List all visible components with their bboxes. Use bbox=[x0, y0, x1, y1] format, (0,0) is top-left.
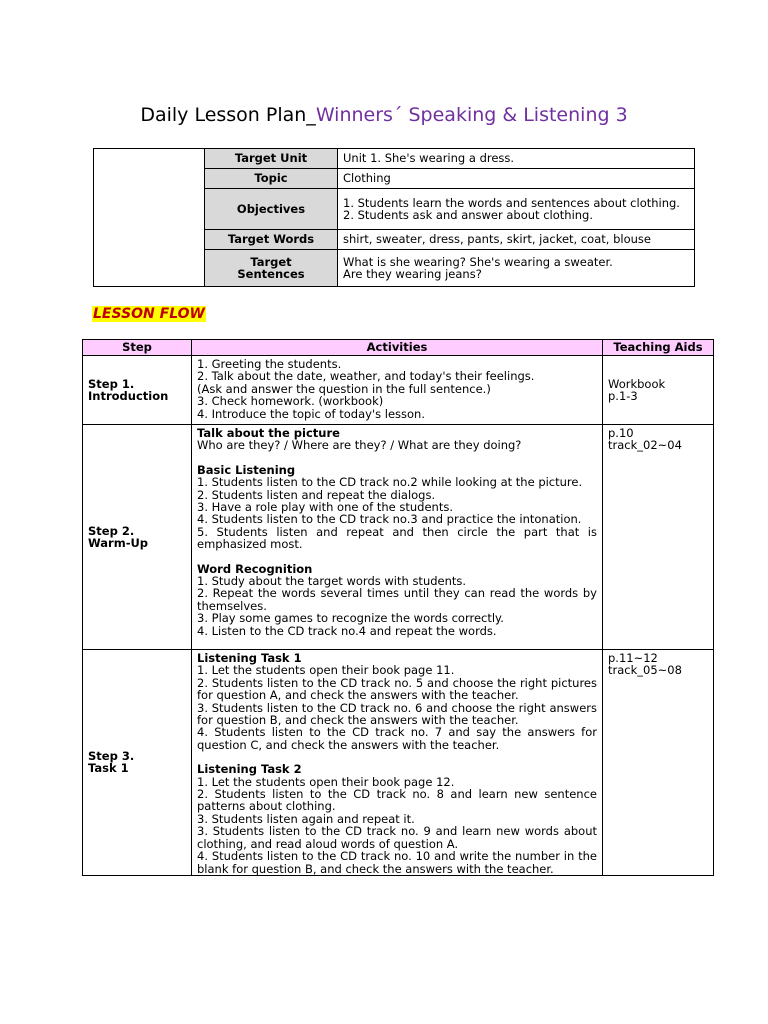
target-sentences-label-line: Target bbox=[250, 254, 292, 269]
target-unit-label: Target Unit bbox=[205, 149, 338, 169]
activity-line: 4. Students listen to the CD track no. 10 and write the number in the blank for question B, and check the answers with the teacher. bbox=[197, 849, 597, 876]
target-sentences-value bbox=[338, 250, 695, 287]
activity-line: 3. Check homework. (workbook) bbox=[197, 394, 384, 409]
header-teaching-aids: Teaching Aids bbox=[603, 340, 714, 356]
target-words-label: Target Words bbox=[205, 230, 338, 250]
title-prefix: Daily Lesson Plan_ bbox=[140, 104, 316, 126]
header-activities: Activities bbox=[192, 340, 603, 356]
topic-value: Clothing bbox=[338, 169, 695, 189]
title-book-name: Winners´ Speaking & Listening 3 bbox=[315, 104, 628, 126]
step-3-activities bbox=[192, 650, 603, 876]
step-1-activities bbox=[192, 356, 603, 425]
step-name: Warm-Up bbox=[88, 536, 149, 550]
activity-heading: Listening Task 2 bbox=[197, 762, 302, 777]
target-sentence-line: What is she wearing? She's wearing a sweater. bbox=[343, 254, 613, 269]
activity-heading: Listening Task 1 bbox=[197, 651, 302, 665]
activity-heading: Talk about the picture bbox=[197, 426, 340, 440]
table-row bbox=[83, 650, 714, 876]
step-number: Step 3. bbox=[88, 749, 135, 764]
header-step: Step bbox=[83, 340, 192, 356]
info-blank-cell bbox=[94, 149, 205, 287]
aid-line: track_05~08 bbox=[608, 663, 682, 678]
aid-line: p.11~12 bbox=[608, 651, 658, 665]
activity-line: 4. Students listen to the CD track no.3 and practice the intonation. bbox=[197, 512, 582, 527]
aid-line: Workbook bbox=[608, 376, 666, 391]
step-name: Task 1 bbox=[88, 761, 129, 776]
objectives-label: Objectives bbox=[205, 189, 338, 230]
document-title bbox=[0, 104, 768, 126]
aid-line: track_02~04 bbox=[608, 438, 682, 453]
step-1-aids bbox=[603, 356, 714, 425]
step-3-cell bbox=[83, 650, 192, 876]
activity-line: 2. Repeat the words several times until they can read the words by themselves. bbox=[197, 586, 597, 613]
table-row bbox=[83, 356, 714, 425]
activity-line: 1. Let the students open their book page 11. bbox=[197, 663, 455, 678]
activity-line: Who are they? / Where are they? / What are they doing? bbox=[197, 438, 522, 453]
lesson-info-table bbox=[93, 148, 695, 287]
step-number: Step 2. bbox=[88, 523, 135, 538]
aid-line: p.10 bbox=[608, 426, 634, 440]
activity-line: 3. Students listen again and repeat it. bbox=[197, 811, 415, 826]
objective-line: 1. Students learn the words and sentences about clothing. bbox=[343, 195, 680, 210]
activity-line: 4. Students listen to the CD track no. 7 and say the answers for question C, and check the answers with the teacher. bbox=[197, 725, 597, 752]
target-unit-value: Unit 1. She's wearing a dress. bbox=[338, 149, 695, 169]
step-2-cell bbox=[83, 425, 192, 650]
step-2-aids bbox=[603, 425, 714, 650]
aid-line: p.1-3 bbox=[608, 389, 638, 403]
activity-line: 1. Students listen to the CD track no.2 while looking at the picture. bbox=[197, 475, 583, 490]
lesson-flow-heading-wrap bbox=[92, 303, 206, 322]
activity-line: (Ask and answer the question in the full sentence.) bbox=[197, 381, 491, 396]
target-sentences-label bbox=[205, 250, 338, 287]
activity-line: 3. Students listen to the CD track no. 9 and learn new words about clothing, and read aloud words of question A. bbox=[197, 824, 597, 851]
step-1-cell bbox=[83, 356, 192, 425]
activity-line: 4. Listen to the CD track no.4 and repeat the words. bbox=[197, 623, 497, 638]
activity-line: 3. Play some games to recognize the words correctly. bbox=[197, 611, 504, 626]
activity-line: 2. Students listen and repeat the dialogs. bbox=[197, 487, 436, 502]
activity-line: 2. Talk about the date, weather, and today's their feelings. bbox=[197, 369, 535, 384]
lesson-flow-table bbox=[82, 339, 714, 876]
lesson-flow-heading: LESSON FLOW bbox=[93, 306, 205, 322]
activity-heading: Word Recognition bbox=[197, 561, 313, 576]
activity-line: 3. Have a role play with one of the students. bbox=[197, 500, 453, 515]
topic-label: Topic bbox=[205, 169, 338, 189]
objectives-value bbox=[338, 189, 695, 230]
activity-line: 2. Students listen to the CD track no. 5 and choose the right pictures for question A, and check the answers with the teacher. bbox=[197, 675, 597, 703]
activity-heading: Basic Listening bbox=[197, 462, 296, 477]
step-number: Step 1. bbox=[88, 376, 135, 391]
target-sentences-label-line: Sentences bbox=[237, 267, 305, 281]
activity-line: 4. Introduce the topic of today's lesson. bbox=[197, 406, 425, 421]
objective-line: 2. Students ask and answer about clothing. bbox=[343, 208, 594, 222]
activity-line: 1. Let the students open their book page 12. bbox=[197, 774, 455, 789]
target-sentence-line: Are they wearing jeans? bbox=[343, 267, 482, 281]
activity-line: 1. Greeting the students. bbox=[197, 357, 342, 371]
table-row bbox=[83, 425, 714, 650]
step-3-aids bbox=[603, 650, 714, 876]
activity-line: 1. Study about the target words with students. bbox=[197, 574, 467, 589]
activity-line: 3. Students listen to the CD track no. 6 and choose the right answers for question B, and check the answers with the teacher. bbox=[197, 700, 597, 728]
target-words-value: shirt, sweater, dress, pants, skirt, jacket, coat, blouse bbox=[338, 230, 695, 250]
activity-line: 5. Students listen and repeat and then circle the part that is emphasized most. bbox=[197, 524, 597, 552]
step-name: Introduction bbox=[88, 389, 169, 403]
step-2-activities bbox=[192, 425, 603, 650]
activity-line: 2. Students listen to the CD track no. 8 and learn new sentence patterns about clothing. bbox=[197, 787, 597, 814]
